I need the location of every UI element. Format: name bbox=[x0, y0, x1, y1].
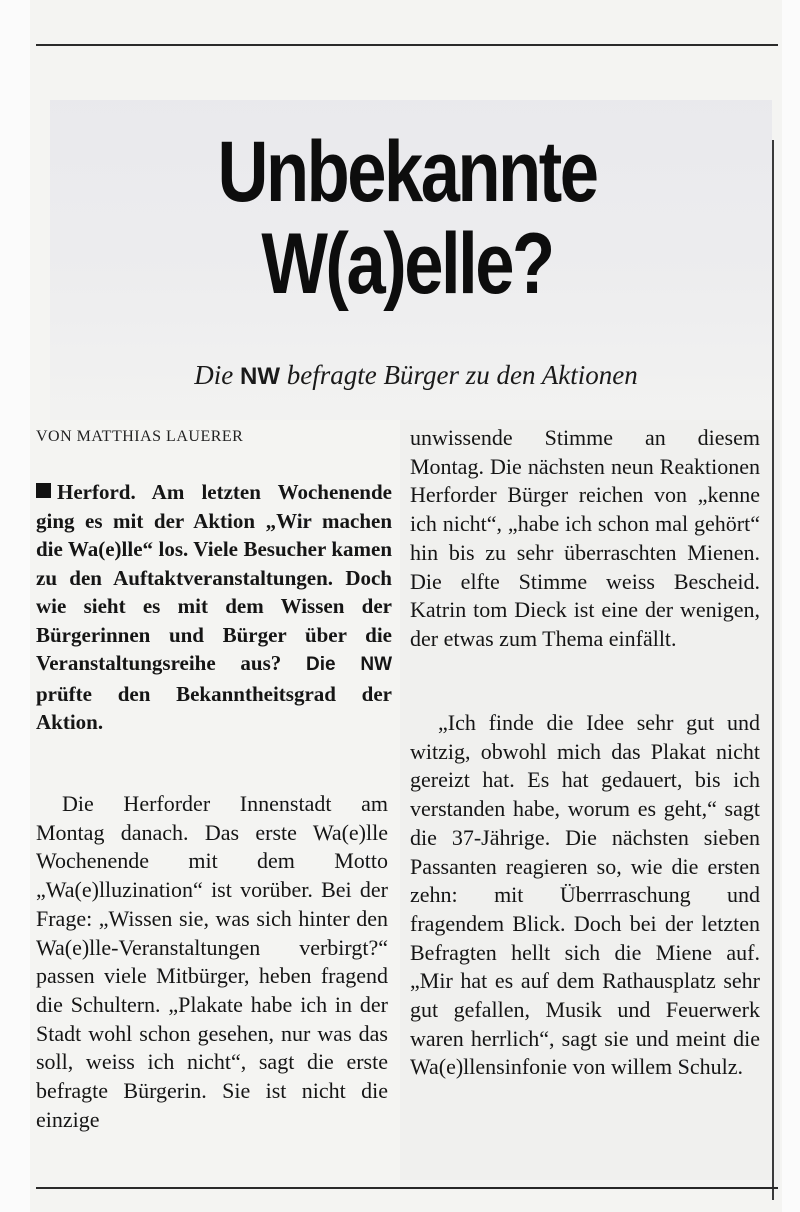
lead-nw: Die NW bbox=[306, 654, 393, 675]
subtitle-text: befragte Bürger zu den Aktionen bbox=[286, 360, 638, 390]
subtitle bbox=[36, 360, 796, 391]
bottom-rule bbox=[36, 1187, 778, 1189]
subtitle-nw-logo: NW bbox=[240, 363, 281, 390]
body-right-paragraph-1: unwissende Stimme an diesem Montag. Die nächsten neun Reaktionen Herforder Bürger reichen von „kenne ich nicht“, „habe ich schon mal gehört“ hin bis zu sehr überraschten Mienen. Die elfte Stimme weiss Bescheid. Katrin tom Dieck ist eine der wenigen, der etwas zum Thema einfällt. bbox=[410, 425, 760, 651]
body-left-column: Die Herforder Innenstadt am Montag danach. Das erste Wa(e)lle Wochenende mit dem Motto „Wa(e)lluzination“ ist vorüber. Bei der Frage: „Wissen sie, was sich hinter den Wa(e)lle-Veranstaltungen verbirgt?“ passen viele Mitbürger, heben fragend die Schultern. „Plakate habe ich in der Stadt wohl schon gesehen, nur was das soll, weiss ich nicht“, sagt die erste befragte Bürgerin. Sie ist nicht die einzige bbox=[36, 791, 388, 1132]
body-right-paragraph-2: „Ich finde die Idee sehr gut und witzig, obwohl mich das Plakat nicht gereizt hat. Es hat gedauert, bis ich verstanden habe, worum es geht,“ sagt die 37-Jährige. Die nächsten sieben Passanten reagieren so, wie die ersten zehn: mit Überrraschung und fragendem Blick. Doch bei der letzten Befragten hellt sich die Miene auf. „Mir hat es auf dem Rathausplatz sehr gut gefallen, Musik und Feuerwerk waren herrlich“, sagt sie und meint die Wa(e)llensinfonie von willem Schulz. bbox=[410, 710, 760, 1080]
lead-paragraph bbox=[36, 478, 392, 737]
top-rule bbox=[36, 44, 778, 46]
subtitle-prefix: Die bbox=[194, 360, 234, 390]
byline: VON MATTHIAS LAUERER bbox=[36, 428, 244, 445]
lead-text-1: Herford. Am letzten Wochenende ging es mit der Aktion „Wir machen die Wa(e)lle“ los. Viele Besucher kamen zu den Auftaktveranstaltungen. Doch wie sieht es mit dem Wissen der Bürgerinnen und Bürger über die Veranstaltungsreihe aus? bbox=[36, 480, 392, 675]
lead-text-2: prüfte den Bekanntheitsgrad der Aktion. bbox=[36, 681, 392, 734]
lead-square-icon bbox=[36, 483, 51, 498]
right-column-rule bbox=[772, 140, 774, 1200]
headline-line-2: W(a)elle? bbox=[261, 216, 553, 312]
headline bbox=[103, 126, 711, 310]
headline-line-1: Unbekannte bbox=[217, 124, 597, 220]
